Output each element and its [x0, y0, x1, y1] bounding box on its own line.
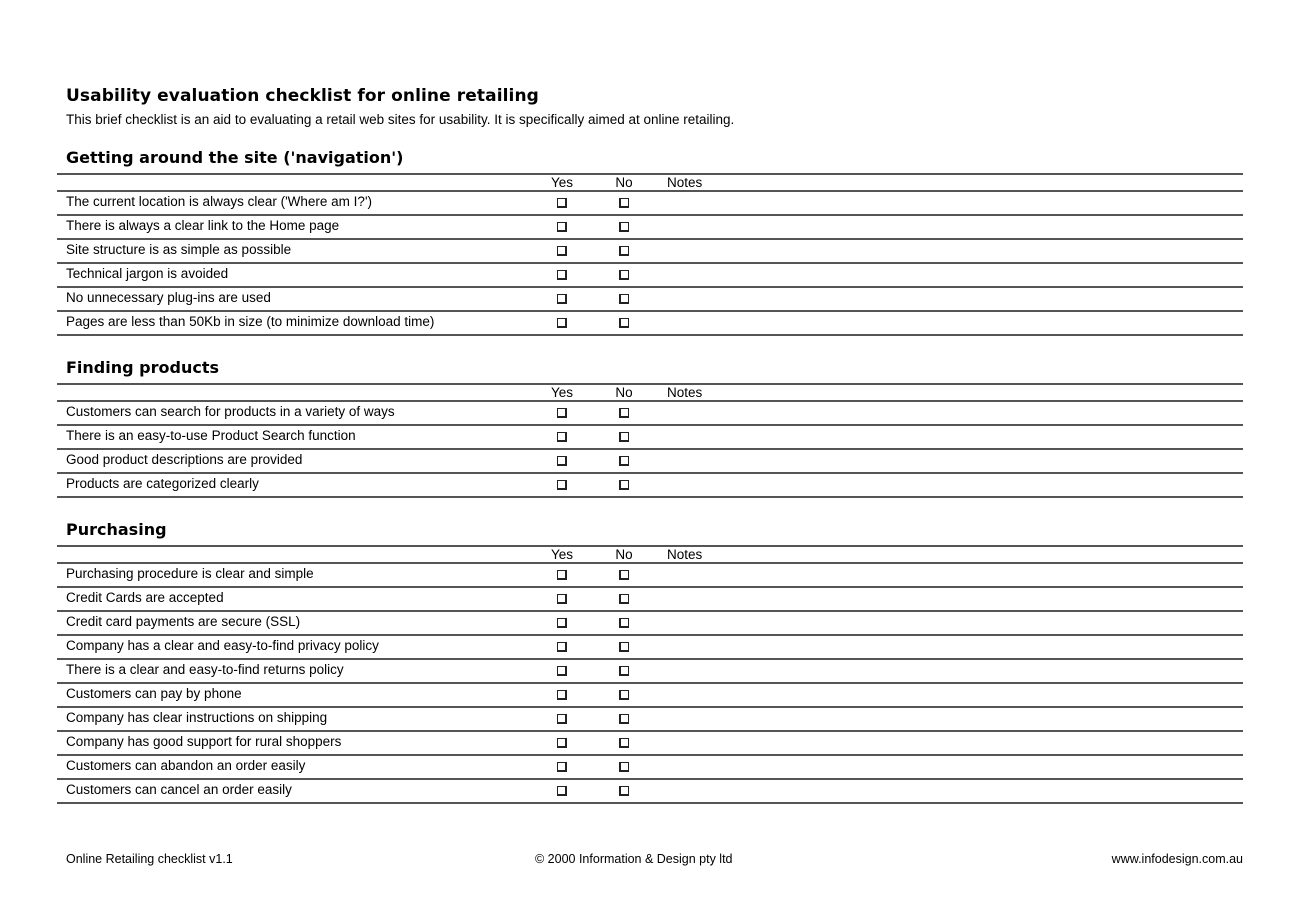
- table-row: [57, 401, 1243, 425]
- yes-checkbox-icon[interactable]: [557, 480, 567, 490]
- cell-no: [595, 611, 653, 635]
- notes-cell[interactable]: [653, 449, 1243, 473]
- cell-yes: [529, 731, 595, 755]
- section-heading: Purchasing: [66, 520, 167, 539]
- header-no: No: [595, 174, 653, 191]
- header-no: No: [595, 546, 653, 563]
- no-checkbox-icon[interactable]: [619, 714, 629, 724]
- cell-no: [595, 779, 653, 803]
- footer-website: www.infodesign.com.au: [1111, 852, 1243, 866]
- table-row: [57, 587, 1243, 611]
- table-row: [57, 611, 1243, 635]
- no-checkbox-icon[interactable]: [619, 408, 629, 418]
- cell-no: [595, 755, 653, 779]
- table-header-row: [57, 546, 1243, 563]
- cell-no: [595, 683, 653, 707]
- header-item-cell: [57, 384, 529, 401]
- header-no: No: [595, 384, 653, 401]
- table-row: [57, 731, 1243, 755]
- yes-checkbox-icon[interactable]: [557, 198, 567, 208]
- yes-checkbox-icon[interactable]: [557, 408, 567, 418]
- notes-cell[interactable]: [653, 239, 1243, 263]
- yes-checkbox-icon[interactable]: [557, 642, 567, 652]
- table-row: [57, 707, 1243, 731]
- notes-cell[interactable]: [653, 707, 1243, 731]
- cell-no: [595, 263, 653, 287]
- table-row: [57, 239, 1243, 263]
- checklist-item-label: There is always a clear link to the Home page: [57, 215, 529, 239]
- yes-checkbox-icon[interactable]: [557, 570, 567, 580]
- notes-cell[interactable]: [653, 635, 1243, 659]
- notes-cell[interactable]: [653, 401, 1243, 425]
- cell-yes: [529, 563, 595, 587]
- notes-cell[interactable]: [653, 311, 1243, 335]
- cell-yes: [529, 611, 595, 635]
- notes-cell[interactable]: [653, 731, 1243, 755]
- header-notes: Notes: [653, 384, 1243, 401]
- checklist-item-label: Site structure is as simple as possible: [57, 239, 529, 263]
- cell-no: [595, 635, 653, 659]
- no-checkbox-icon[interactable]: [619, 642, 629, 652]
- cell-yes: [529, 215, 595, 239]
- cell-yes: [529, 587, 595, 611]
- cell-no: [595, 401, 653, 425]
- header-yes: Yes: [529, 384, 595, 401]
- cell-yes: [529, 659, 595, 683]
- checklist-page: [57, 0, 1243, 924]
- checklist-item-label: Pages are less than 50Kb in size (to minimize download time): [57, 311, 529, 335]
- checklist-item-label: Company has a clear and easy-to-find privacy policy: [57, 635, 529, 659]
- checklist-item-label: Credit card payments are secure (SSL): [57, 611, 529, 635]
- no-checkbox-icon[interactable]: [619, 294, 629, 304]
- yes-checkbox-icon[interactable]: [557, 456, 567, 466]
- table-row: [57, 563, 1243, 587]
- no-checkbox-icon[interactable]: [619, 762, 629, 772]
- cell-no: [595, 659, 653, 683]
- notes-cell[interactable]: [653, 611, 1243, 635]
- no-checkbox-icon[interactable]: [619, 222, 629, 232]
- notes-cell[interactable]: [653, 683, 1243, 707]
- cell-yes: [529, 287, 595, 311]
- cell-yes: [529, 707, 595, 731]
- table-header-row: [57, 384, 1243, 401]
- checklist-table: [57, 383, 1243, 498]
- notes-cell[interactable]: [653, 755, 1243, 779]
- cell-yes: [529, 449, 595, 473]
- yes-checkbox-icon[interactable]: [557, 738, 567, 748]
- notes-cell[interactable]: [653, 473, 1243, 497]
- checklist-item-label: The current location is always clear ('Where am I?'): [57, 191, 529, 215]
- yes-checkbox-icon[interactable]: [557, 786, 567, 796]
- no-checkbox-icon[interactable]: [619, 618, 629, 628]
- header-yes: Yes: [529, 174, 595, 191]
- cell-no: [595, 311, 653, 335]
- checklist-item-label: Good product descriptions are provided: [57, 449, 529, 473]
- yes-checkbox-icon[interactable]: [557, 714, 567, 724]
- yes-checkbox-icon[interactable]: [557, 666, 567, 676]
- cell-no: [595, 731, 653, 755]
- table-row: [57, 311, 1243, 335]
- checklist-item-label: No unnecessary plug-ins are used: [57, 287, 529, 311]
- cell-yes: [529, 401, 595, 425]
- no-checkbox-icon[interactable]: [619, 594, 629, 604]
- table-row: [57, 287, 1243, 311]
- notes-cell[interactable]: [653, 287, 1243, 311]
- table-row: [57, 425, 1243, 449]
- cell-yes: [529, 683, 595, 707]
- cell-no: [595, 215, 653, 239]
- checklist-item-label: Company has good support for rural shoppers: [57, 731, 529, 755]
- checklist-item-label: There is an easy-to-use Product Search function: [57, 425, 529, 449]
- yes-checkbox-icon[interactable]: [557, 690, 567, 700]
- no-checkbox-icon[interactable]: [619, 270, 629, 280]
- table-row: [57, 215, 1243, 239]
- no-checkbox-icon[interactable]: [619, 318, 629, 328]
- notes-cell[interactable]: [653, 779, 1243, 803]
- header-yes: Yes: [529, 546, 595, 563]
- table-row: [57, 449, 1243, 473]
- cell-no: [595, 473, 653, 497]
- checklist-item-label: Technical jargon is avoided: [57, 263, 529, 287]
- notes-cell[interactable]: [653, 587, 1243, 611]
- cell-no: [595, 707, 653, 731]
- no-checkbox-icon[interactable]: [619, 666, 629, 676]
- no-checkbox-icon[interactable]: [619, 456, 629, 466]
- checklist-item-label: Purchasing procedure is clear and simple: [57, 563, 529, 587]
- section-heading: Finding products: [66, 358, 219, 377]
- yes-checkbox-icon[interactable]: [557, 318, 567, 328]
- checklist-item-label: Customers can cancel an order easily: [57, 779, 529, 803]
- table-row: [57, 473, 1243, 497]
- checklist-table: [57, 545, 1243, 804]
- cell-no: [595, 425, 653, 449]
- document-intro: This brief checklist is an aid to evaluating a retail web sites for usability. It is specifically aimed at online retailing.: [66, 112, 735, 127]
- header-notes: Notes: [653, 174, 1243, 191]
- yes-checkbox-icon[interactable]: [557, 618, 567, 628]
- yes-checkbox-icon[interactable]: [557, 432, 567, 442]
- yes-checkbox-icon[interactable]: [557, 222, 567, 232]
- footer-copyright: © 2000 Information & Design pty ltd: [535, 852, 733, 866]
- yes-checkbox-icon[interactable]: [557, 294, 567, 304]
- yes-checkbox-icon[interactable]: [557, 270, 567, 280]
- cell-no: [595, 449, 653, 473]
- header-item-cell: [57, 546, 529, 563]
- checklist-item-label: Company has clear instructions on shipping: [57, 707, 529, 731]
- no-checkbox-icon[interactable]: [619, 480, 629, 490]
- header-notes: Notes: [653, 546, 1243, 563]
- cell-no: [595, 587, 653, 611]
- header-item-cell: [57, 174, 529, 191]
- checklist-item-label: Customers can abandon an order easily: [57, 755, 529, 779]
- cell-no: [595, 563, 653, 587]
- section-heading: Getting around the site ('navigation'): [66, 148, 404, 167]
- cell-yes: [529, 191, 595, 215]
- cell-no: [595, 287, 653, 311]
- checklist-table: [57, 173, 1243, 336]
- notes-cell[interactable]: [653, 191, 1243, 215]
- checklist-item-label: Credit Cards are accepted: [57, 587, 529, 611]
- checklist-item-label: Customers can search for products in a variety of ways: [57, 401, 529, 425]
- notes-cell[interactable]: [653, 425, 1243, 449]
- yes-checkbox-icon[interactable]: [557, 246, 567, 256]
- no-checkbox-icon[interactable]: [619, 246, 629, 256]
- yes-checkbox-icon[interactable]: [557, 594, 567, 604]
- no-checkbox-icon[interactable]: [619, 198, 629, 208]
- notes-cell[interactable]: [653, 659, 1243, 683]
- footer-version: Online Retailing checklist v1.1: [66, 852, 233, 866]
- no-checkbox-icon[interactable]: [619, 738, 629, 748]
- notes-cell[interactable]: [653, 215, 1243, 239]
- notes-cell[interactable]: [653, 563, 1243, 587]
- no-checkbox-icon[interactable]: [619, 786, 629, 796]
- table-row: [57, 683, 1243, 707]
- document-title: Usability evaluation checklist for online retailing: [66, 86, 539, 106]
- cell-no: [595, 191, 653, 215]
- cell-yes: [529, 755, 595, 779]
- no-checkbox-icon[interactable]: [619, 690, 629, 700]
- cell-yes: [529, 239, 595, 263]
- cell-no: [595, 239, 653, 263]
- yes-checkbox-icon[interactable]: [557, 762, 567, 772]
- cell-yes: [529, 473, 595, 497]
- table-header-row: [57, 174, 1243, 191]
- table-row: [57, 659, 1243, 683]
- checklist-item-label: Customers can pay by phone: [57, 683, 529, 707]
- no-checkbox-icon[interactable]: [619, 570, 629, 580]
- table-row: [57, 191, 1243, 215]
- table-row: [57, 779, 1243, 803]
- checklist-item-label: Products are categorized clearly: [57, 473, 529, 497]
- checklist-item-label: There is a clear and easy-to-find returns policy: [57, 659, 529, 683]
- no-checkbox-icon[interactable]: [619, 432, 629, 442]
- cell-yes: [529, 635, 595, 659]
- table-row: [57, 755, 1243, 779]
- table-row: [57, 635, 1243, 659]
- cell-yes: [529, 311, 595, 335]
- cell-yes: [529, 779, 595, 803]
- table-row: [57, 263, 1243, 287]
- notes-cell[interactable]: [653, 263, 1243, 287]
- cell-yes: [529, 425, 595, 449]
- cell-yes: [529, 263, 595, 287]
